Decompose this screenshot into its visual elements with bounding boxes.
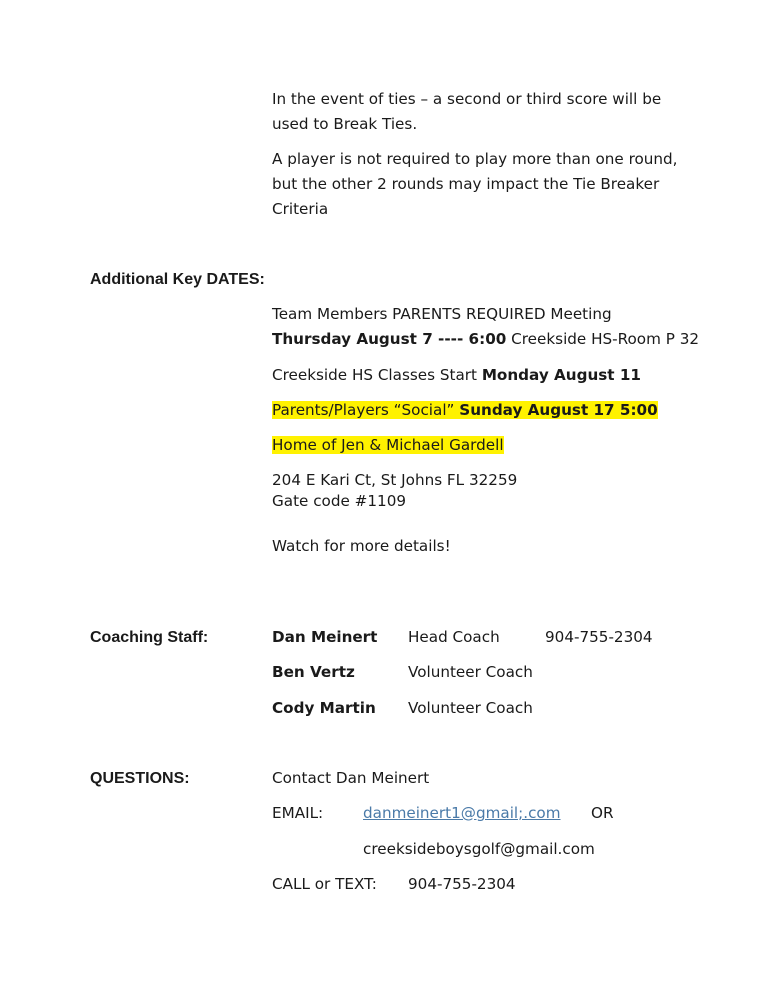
watch-note: Watch for more details! <box>272 537 451 555</box>
coach-role: Volunteer Coach <box>408 663 533 681</box>
meeting-details <box>272 327 699 352</box>
meeting-location: Creekside HS-Room P 32 <box>506 330 700 348</box>
address: 204 E Kari Ct, St Johns FL 32259 <box>272 471 518 489</box>
social-text: Parents/Players “Social” <box>272 401 460 419</box>
contact-line: Contact Dan Meinert <box>272 769 430 787</box>
coaching-heading: Coaching Staff: <box>90 629 209 646</box>
or-text: OR <box>591 804 614 822</box>
call-number: 904-755-2304 <box>408 875 516 893</box>
intro-line: In the event of ties – a second or third score will be <box>272 90 662 108</box>
classes-text: Creekside HS Classes Start <box>272 366 482 384</box>
meeting-line: Team Members PARENTS REQUIRED Meeting <box>272 305 612 323</box>
intro-line: Criteria <box>272 200 329 218</box>
social-line <box>272 398 658 423</box>
meeting-date: Thursday August 7 ---- 6:00 <box>272 330 507 348</box>
classes-date: Monday August 11 <box>481 366 641 384</box>
coach-name: Dan Meinert <box>272 628 378 646</box>
coach-role: Head Coach <box>408 628 500 646</box>
social-host-line <box>272 433 504 458</box>
coach-name: Cody Martin <box>272 699 376 717</box>
coach-role: Volunteer Coach <box>408 699 533 717</box>
social-host: Home of Jen & Michael Gardell <box>272 436 504 454</box>
intro-line: used to Break Ties. <box>272 115 418 133</box>
coach-phone: 904-755-2304 <box>545 628 653 646</box>
key-dates-heading: Additional Key DATES: <box>90 271 265 288</box>
email-secondary: creeksideboysgolf@gmail.com <box>363 840 595 858</box>
intro-line: A player is not required to play more than one round, <box>272 150 678 168</box>
coach-name: Ben Vertz <box>272 663 355 681</box>
intro-line: but the other 2 rounds may impact the Tie Breaker <box>272 175 660 193</box>
classes-start <box>272 363 641 388</box>
social-date: Sunday August 17 5:00 <box>459 401 658 419</box>
gate-code: Gate code #1109 <box>272 492 407 510</box>
email-label: EMAIL: <box>272 804 324 822</box>
call-label: CALL or TEXT: <box>272 875 377 893</box>
email-link-primary[interactable]: danmeinert1@gmail;.com <box>363 804 561 822</box>
questions-heading: QUESTIONS: <box>90 770 190 787</box>
